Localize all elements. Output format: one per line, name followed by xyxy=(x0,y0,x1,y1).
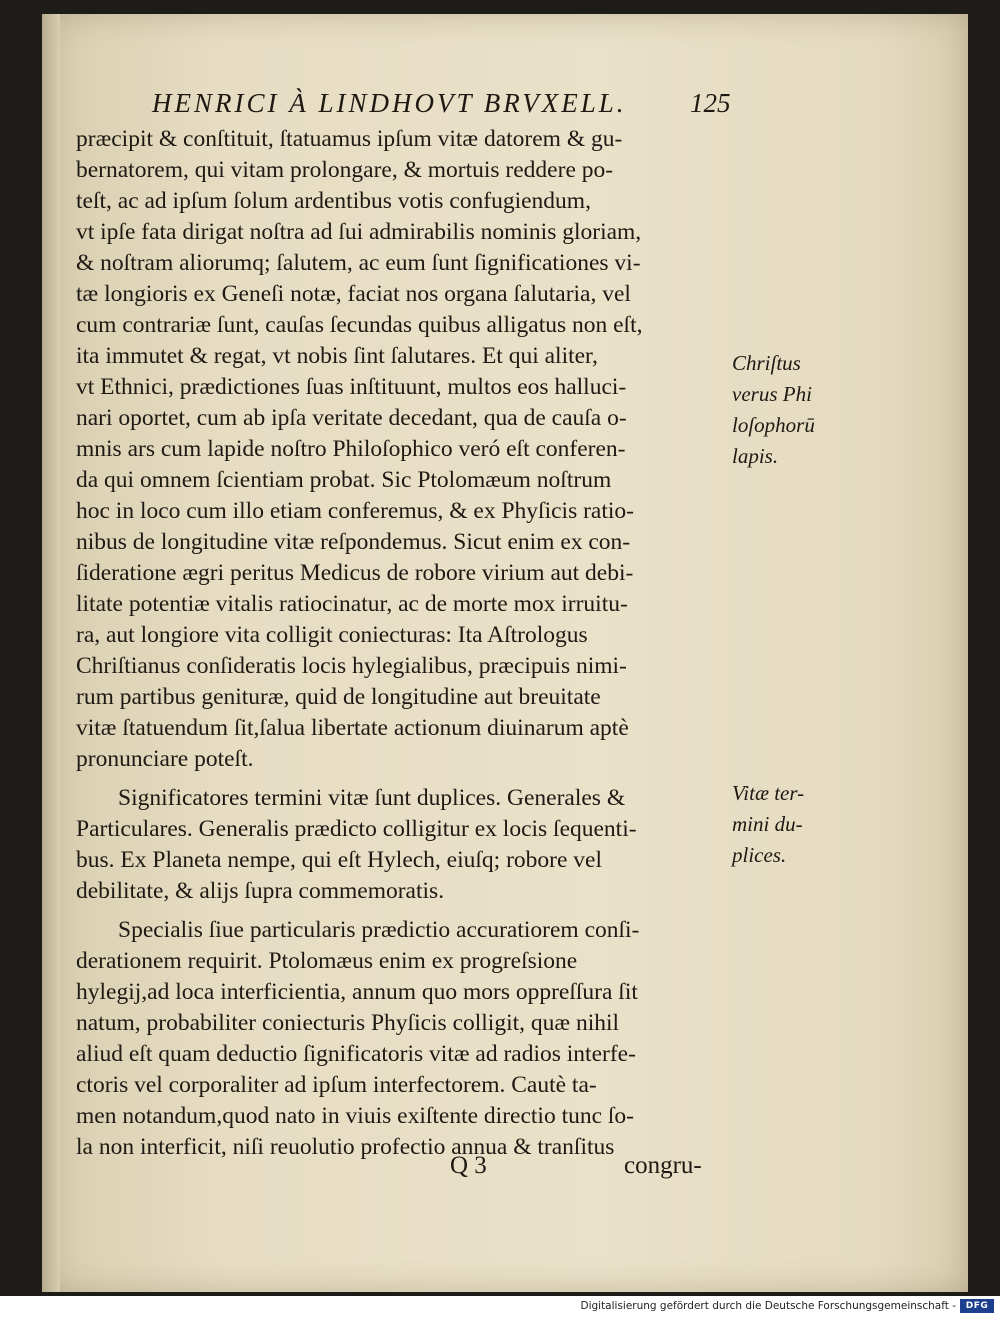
running-head: HENRICI À LINDHOVT BRVXELL. xyxy=(152,88,627,118)
text-line: la non interficit, niſi reuolutio profectio annua & tranſitus xyxy=(76,1134,615,1160)
text-line: mnis ars cum lapide noſtro Philoſophico veró eſt conferen- xyxy=(76,436,626,462)
text-line: tæ longioris ex Geneſi notæ, faciat nos organa ſalutaria, vel xyxy=(76,281,631,307)
text-line: pronunciare poteſt. xyxy=(76,746,254,772)
page-number: 125 xyxy=(690,88,731,118)
margin-note-christus xyxy=(732,348,815,472)
text-line: teſt, ac ad ipſum ſolum ardentibus votis confugiendum, xyxy=(76,188,591,214)
text-line: ctoris vel corporaliter ad ipſum interfectorem. Cautè ta- xyxy=(76,1072,597,1098)
text-line: da qui omnem ſcientiam probat. Sic Ptolomæum noſtrum xyxy=(76,467,612,493)
text-line: vt Ethnici, prædictiones ſuas inſtituunt, multos eos halluci- xyxy=(76,374,627,400)
text-line: derationem requirit. Ptolomæus enim ex progreſsione xyxy=(76,948,578,974)
text-line: & noſtram aliorumq; ſalutem, ac eum ſunt ſignificationes vi- xyxy=(76,250,641,276)
page-edge xyxy=(42,14,60,1292)
text-line: aliud eſt quam deductio ſignificatoris vitæ ad radios interfe- xyxy=(76,1041,636,1067)
text-line: præcipit & conſtituit, ſtatuamus ipſum vitæ datorem & gu- xyxy=(76,126,623,152)
funding-credit: Digitalisierung gefördert durch die Deutsche Forschungsgemeinschaft - xyxy=(580,1300,956,1312)
text-line: Particulares. Generalis prædicto colligitur ex locis ſequenti- xyxy=(76,816,637,842)
margin-note-line: loſophorū xyxy=(732,413,815,437)
book-page xyxy=(42,14,968,1292)
text-line: nibus de longitudine vitæ reſpondemus. Sicut enim ex con- xyxy=(76,529,631,555)
text-line: nari oportet, cum ab ipſa veritate decedant, qua de cauſa o- xyxy=(76,405,627,431)
text-line: men notandum,quod nato in viuis exiſtente directio tunc ſo- xyxy=(76,1103,635,1129)
text-line: Specialis ſiue particularis prædictio accuratiorem conſi- xyxy=(118,917,640,943)
catchword: congru- xyxy=(624,1152,702,1179)
text-line: ſideratione ægri peritus Medicus de robore virium aut debi- xyxy=(76,560,634,586)
margin-note-line: verus Phi xyxy=(732,382,812,406)
margin-note-line: plices. xyxy=(732,843,787,867)
margin-note-line: lapis. xyxy=(732,444,779,468)
main-text xyxy=(76,124,736,1163)
margin-note-line: Vitæ ter- xyxy=(732,781,805,805)
text-line: ita immutet & regat, vt nobis ſint ſalutares. Et qui aliter, xyxy=(76,343,598,369)
margin-note-line: mini du- xyxy=(732,812,803,836)
text-line: hoc in loco cum illo etiam conferemus, & ex Phyſicis ratio- xyxy=(76,498,634,524)
text-line: debilitate, & alijs ſupra commemoratis. xyxy=(76,878,445,904)
text-line: Chriſtianus conſideratis locis hylegialibus, præcipuis nimi- xyxy=(76,653,627,679)
text-line: rum partibus genituræ, quid de longitudine aut breuitate xyxy=(76,684,601,710)
signature-mark: Q 3 xyxy=(450,1152,487,1179)
dfg-logo: DFG xyxy=(960,1299,994,1313)
margin-note-line: Chriſtus xyxy=(732,351,801,375)
text-line: vitæ ſtatuendum ſit,ſalua libertate actionum diuinarum aptè xyxy=(76,715,629,741)
text-line: bus. Ex Planeta nempe, qui eſt Hylech, eiuſq; robore vel xyxy=(76,847,602,873)
text-line: ra, aut longiore vita colligit coniecturas: Ita Aſtrologus xyxy=(76,622,588,648)
text-line: litate potentiæ vitalis ratiocinatur, ac de morte mox irruitu- xyxy=(76,591,628,617)
text-line: bernatorem, qui vitam prolongare, & mortuis reddere po- xyxy=(76,157,614,183)
text-line: cum contrariæ ſunt, cauſas ſecundas quibus alligatus non eſt, xyxy=(76,312,643,338)
margin-note-vitae-termini xyxy=(732,778,804,871)
text-line: Significatores termini vitæ ſunt duplices. Generales & xyxy=(118,785,626,811)
text-line: natum, probabiliter coniecturis Phyſicis colligit, quæ nihil xyxy=(76,1010,620,1036)
text-line: hylegij,ad loca interficientia, annum quo mors oppreſſura ſit xyxy=(76,979,638,1005)
text-line: vt ipſe fata dirigat noſtra ad ſui admirabilis nominis gloriam, xyxy=(76,219,642,245)
